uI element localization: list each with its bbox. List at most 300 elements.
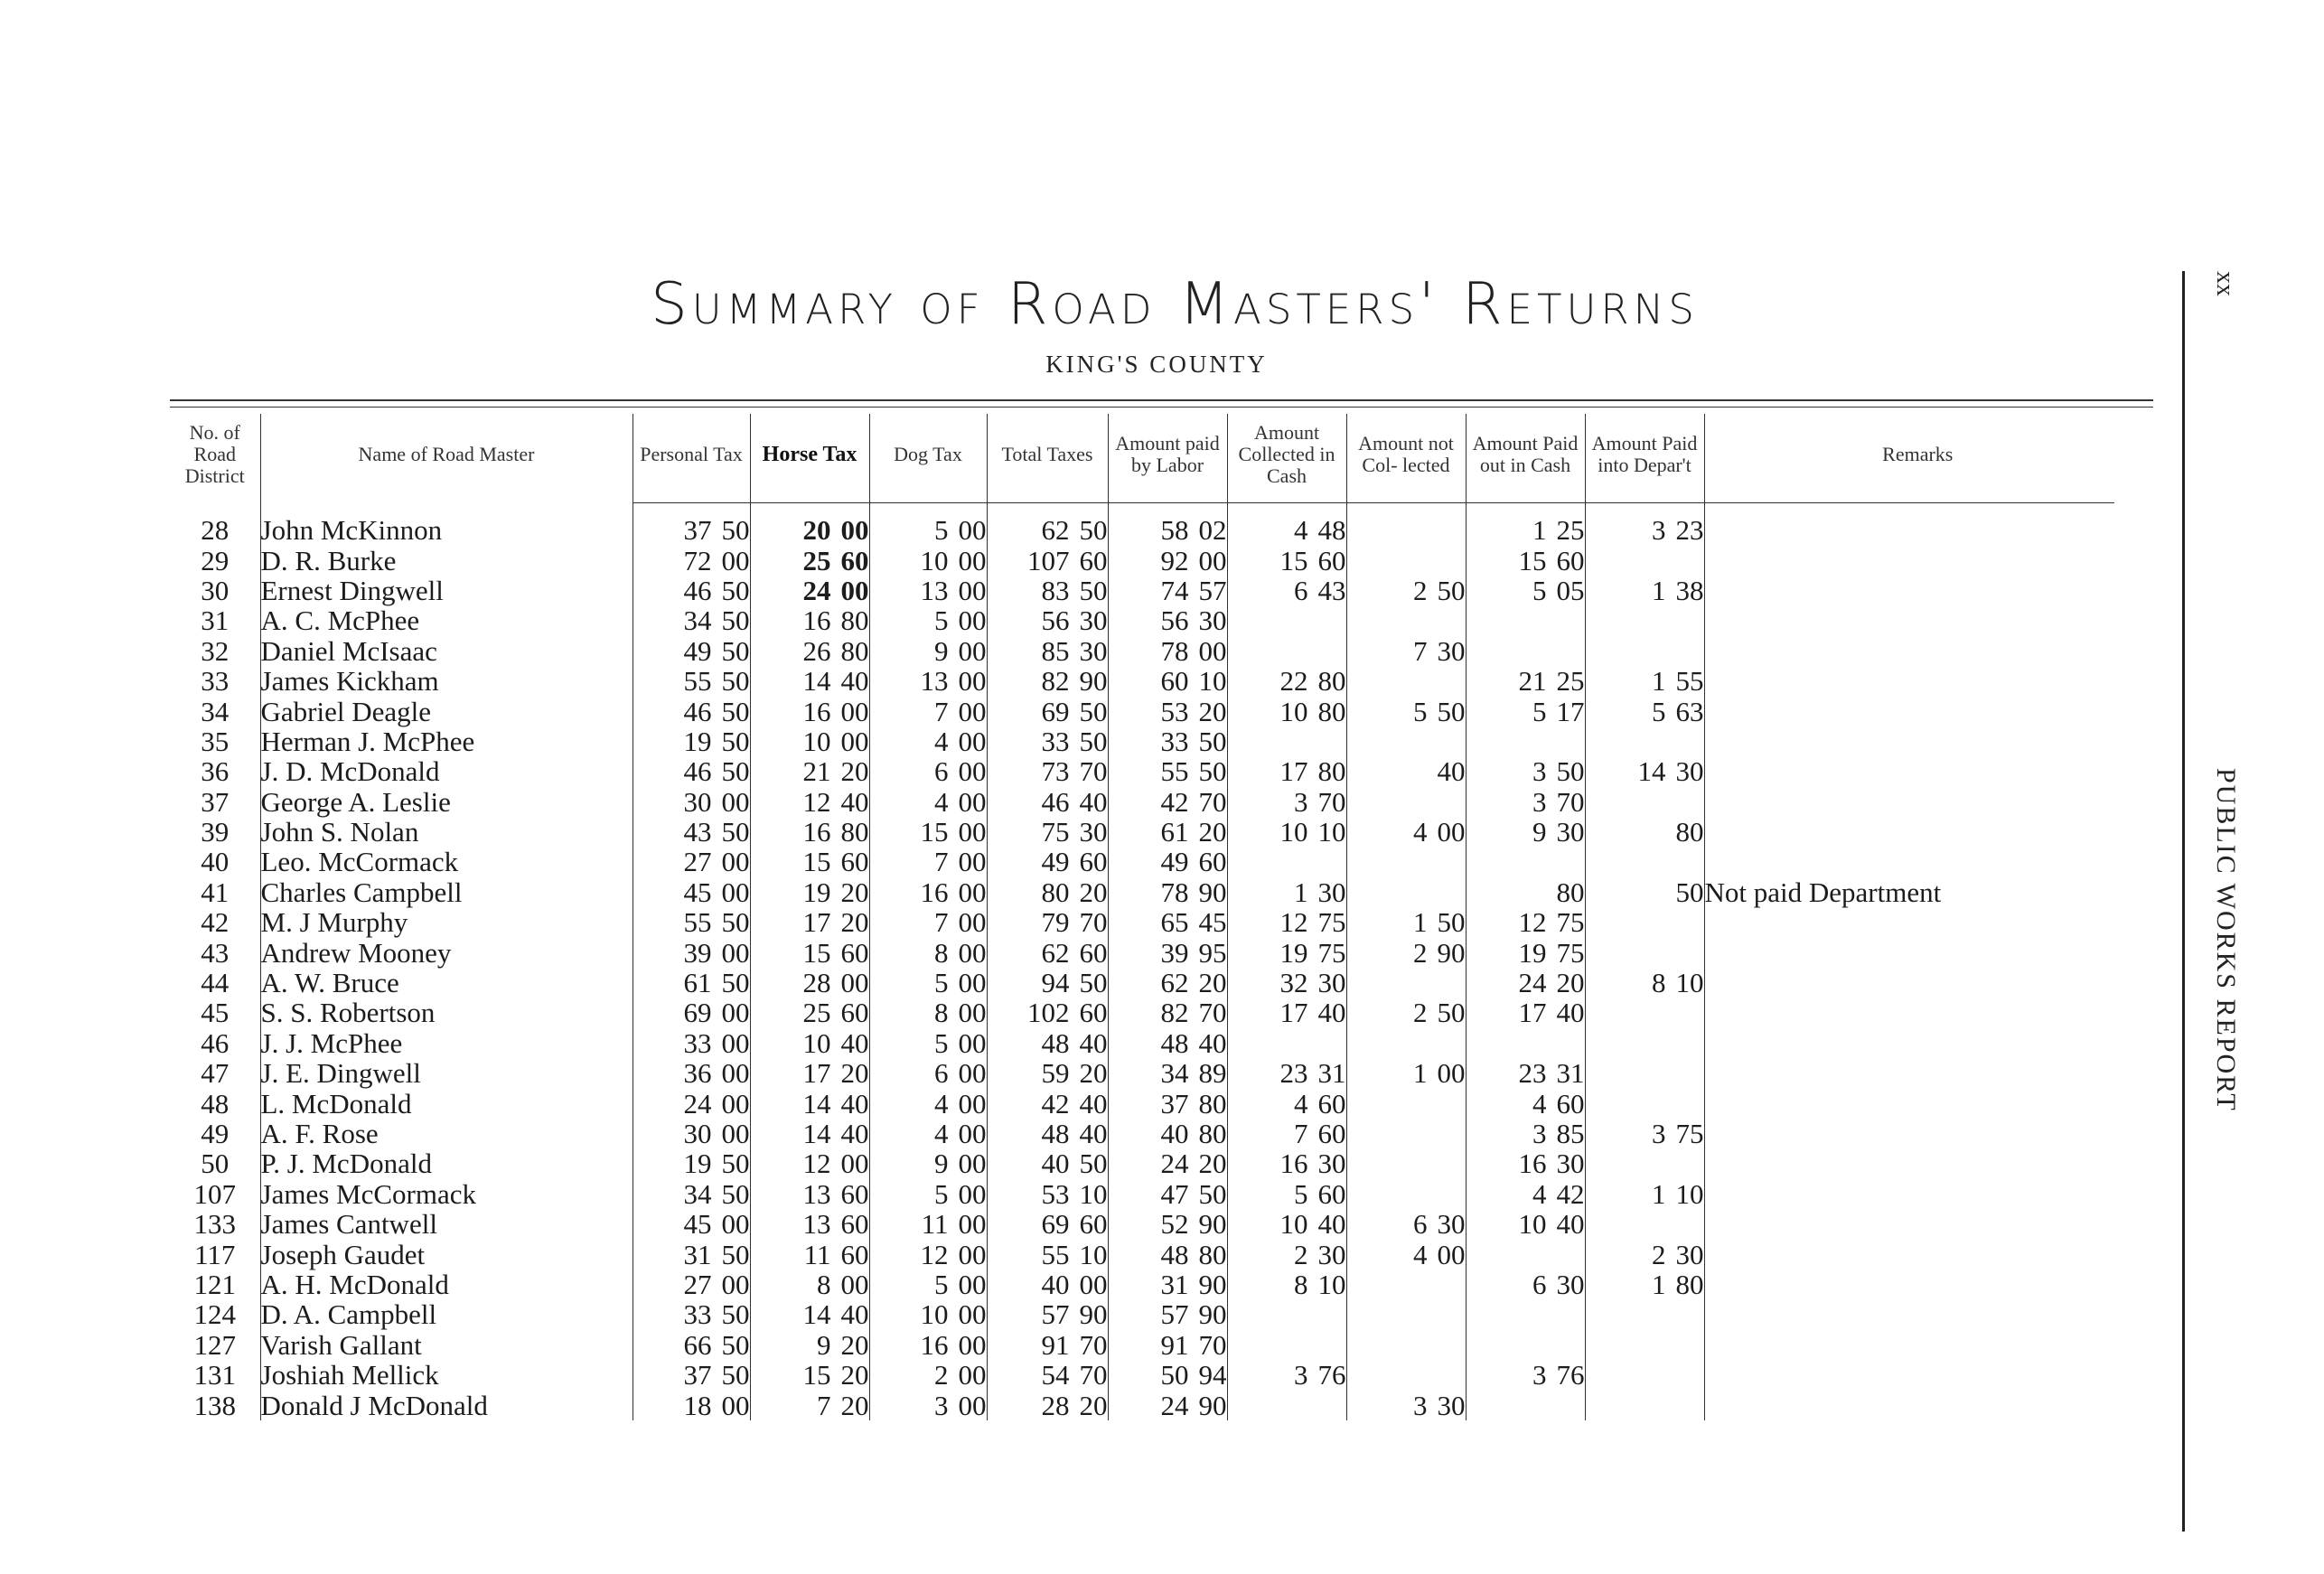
dollars: 4 (934, 1087, 949, 1120)
dollars: 55 (1041, 1238, 1070, 1270)
dollars: 55 (1160, 755, 1189, 788)
road-district-cell: 127 (193, 1328, 236, 1361)
paid-out-cell (1466, 1299, 1585, 1329)
horse-cell (750, 1058, 869, 1088)
road-district-cell: 44 (201, 967, 230, 999)
cents: 40 (1437, 755, 1466, 788)
dog-cell (869, 1148, 987, 1178)
cents: 40 (1079, 1118, 1108, 1149)
road-master-name-cell: A. C. McPhee (260, 605, 633, 635)
cash-cell (1227, 1299, 1346, 1329)
labor-cell (1108, 787, 1227, 817)
cash-cell (1227, 515, 1346, 545)
dollars: 60 (1160, 665, 1189, 698)
cents: 42 (1556, 1177, 1585, 1210)
labor-cell (1108, 1209, 1227, 1239)
dollars: 3 (1532, 785, 1547, 818)
cents: 00 (721, 876, 750, 908)
cents: 00 (958, 634, 987, 667)
not-collected-cell (1346, 907, 1466, 937)
dollars: 16 (1518, 1148, 1547, 1180)
total-cell (987, 1058, 1108, 1088)
dollars: 2 (1413, 997, 1428, 1029)
labor-cell (1108, 847, 1227, 876)
labor-cell (1108, 877, 1227, 907)
cents: 70 (1079, 755, 1108, 788)
cents: 80 (1556, 876, 1585, 908)
dollars: 15 (802, 936, 831, 969)
cents: 90 (1198, 1389, 1227, 1421)
remarks-cell (1704, 1119, 2131, 1148)
remarks-cell (1704, 1270, 2131, 1299)
cents: 00 (958, 1148, 987, 1180)
dollars: 4 (1532, 1177, 1547, 1210)
cents: 60 (1556, 1087, 1585, 1120)
labor-cell (1108, 605, 1227, 635)
cents: 89 (1198, 1057, 1227, 1090)
road-master-name-cell: J. E. Dingwell (260, 1058, 633, 1088)
road-district-cell: 43 (201, 936, 230, 969)
table-row (170, 787, 2131, 817)
page-frame-line (2182, 271, 2185, 1532)
paid-into-cell (1585, 1179, 1704, 1209)
cents: 00 (958, 816, 987, 848)
cents: 40 (840, 665, 869, 698)
not-collected-cell (1346, 696, 1466, 726)
paid-out-cell (1466, 817, 1585, 847)
cash-cell (1227, 1119, 1346, 1148)
table-row (170, 1270, 2131, 1299)
cents: 70 (1198, 785, 1227, 818)
labor-cell (1108, 1028, 1227, 1058)
dollars: 15 (802, 846, 831, 878)
remarks-cell (1704, 726, 2131, 756)
road-district-cell: 49 (201, 1118, 230, 1149)
road-district-cell: 37 (201, 785, 230, 818)
remarks-cell (1704, 1360, 2131, 1390)
table-row (170, 696, 2131, 726)
personal-cell (633, 696, 750, 726)
paid-into-cell (1585, 605, 1704, 635)
dollars: 16 (802, 816, 831, 848)
cents: 00 (958, 1238, 987, 1270)
total-cell (987, 1360, 1108, 1390)
remarks-cell (1704, 1330, 2131, 1360)
road-master-name-cell: M. J Murphy (260, 907, 633, 937)
dollars: 10 (1279, 816, 1308, 848)
cents: 94 (1198, 1359, 1227, 1391)
cents: 76 (1317, 1359, 1346, 1391)
paid-out-cell (1466, 515, 1585, 545)
cents: 00 (958, 574, 987, 606)
dollars: 53 (1160, 695, 1189, 727)
total-cell (987, 1119, 1108, 1148)
remarks-cell (1704, 1390, 2131, 1419)
paid-out-cell (1466, 968, 1585, 998)
road-district-cell: 34 (201, 695, 230, 727)
dollars: 49 (683, 634, 712, 667)
dollars: 5 (934, 1177, 949, 1210)
dollars: 12 (1279, 906, 1308, 939)
dollars: 48 (1041, 1118, 1070, 1149)
cents: 80 (1198, 1118, 1227, 1149)
cents: 48 (1317, 514, 1346, 547)
cents: 50 (721, 574, 750, 606)
paid-out-cell (1466, 636, 1585, 666)
cents: 70 (1079, 1328, 1108, 1361)
dollars: 7 (934, 906, 949, 939)
dollars: 27 (683, 1268, 712, 1300)
cents: 00 (958, 665, 987, 698)
road-master-name-cell: P. J. McDonald (260, 1148, 633, 1178)
cents: 00 (1437, 1238, 1466, 1270)
dollars: 5 (934, 1026, 949, 1059)
dollars: 23 (1279, 1057, 1308, 1090)
cents: 60 (1317, 1087, 1346, 1120)
cents: 60 (840, 846, 869, 878)
total-cell (987, 1330, 1108, 1360)
cents: 20 (840, 1389, 869, 1421)
not-collected-cell (1346, 937, 1466, 967)
cash-cell (1227, 1179, 1346, 1209)
dollars: 11 (921, 1208, 949, 1241)
col-header-paid-into: Amount Paid into Depar't (1585, 414, 1704, 495)
cash-cell (1227, 847, 1346, 876)
dollars: 6 (934, 755, 949, 788)
dollars: 4 (1413, 816, 1428, 848)
paid-out-cell (1466, 696, 1585, 726)
remarks-cell (1704, 1179, 2131, 1209)
dollars: 13 (802, 1208, 831, 1241)
road-district-cell: 35 (201, 725, 230, 757)
cents: 00 (1198, 544, 1227, 576)
cents: 02 (1198, 514, 1227, 547)
total-cell (987, 1209, 1108, 1239)
cents: 80 (1675, 816, 1704, 848)
table-row (170, 576, 2131, 605)
cents: 50 (1437, 695, 1466, 727)
cents: 60 (840, 997, 869, 1029)
cash-cell (1227, 937, 1346, 967)
dollars: 6 (1532, 1268, 1547, 1300)
cents: 10 (1079, 1238, 1108, 1270)
cents: 60 (1198, 846, 1227, 878)
cents: 00 (721, 1087, 750, 1120)
dollars: 1 (1413, 1057, 1428, 1090)
dollars: 20 (802, 514, 831, 547)
horse-cell (750, 998, 869, 1027)
road-master-name-cell: Andrew Mooney (260, 937, 633, 967)
road-master-name-cell: James McCormack (260, 1179, 633, 1209)
dollars: 18 (683, 1389, 712, 1421)
paid-out-cell (1466, 1330, 1585, 1360)
cents: 00 (958, 544, 987, 576)
cents: 50 (721, 1328, 750, 1361)
dollars: 2 (934, 1359, 949, 1391)
total-cell (987, 1028, 1108, 1058)
dollars: 48 (1160, 1026, 1189, 1059)
dog-cell (869, 847, 987, 876)
dollars: 45 (683, 1208, 712, 1241)
cents: 00 (840, 514, 869, 547)
road-district-cell: 29 (201, 544, 230, 576)
dollars: 62 (1041, 514, 1070, 547)
dollars: 9 (817, 1328, 831, 1361)
cents: 00 (958, 1208, 987, 1241)
paid-into-cell (1585, 1270, 1704, 1299)
cents: 50 (1437, 906, 1466, 939)
horse-cell (750, 726, 869, 756)
dollars: 16 (802, 695, 831, 727)
cents: 60 (840, 1208, 869, 1241)
road-master-name-cell: J. D. McDonald (260, 756, 633, 786)
not-collected-cell (1346, 1058, 1466, 1088)
table-row (170, 1299, 2131, 1329)
dollars: 56 (1160, 604, 1189, 637)
labor-cell (1108, 907, 1227, 937)
cents: 00 (958, 997, 987, 1029)
remarks-cell (1704, 1058, 2131, 1088)
remarks-cell (1704, 1148, 2131, 1178)
cents: 80 (840, 604, 869, 637)
paid-into-cell (1585, 545, 1704, 575)
dollars: 24 (1518, 967, 1547, 999)
dollars: 3 (1294, 1359, 1308, 1391)
dollars: 25 (802, 997, 831, 1029)
horse-cell (750, 1148, 869, 1178)
remarks-cell (1704, 515, 2131, 545)
road-district-cell: 124 (193, 1298, 236, 1331)
cents: 00 (958, 514, 987, 547)
personal-cell (633, 847, 750, 876)
personal-cell (633, 1119, 750, 1148)
dollars: 19 (1279, 936, 1308, 969)
dollars: 10 (920, 544, 949, 576)
horse-cell (750, 1360, 869, 1390)
remarks-cell (1704, 847, 2131, 876)
cents: 00 (958, 604, 987, 637)
dollars: 57 (1041, 1298, 1070, 1331)
dollars: 3 (1532, 755, 1547, 788)
col-header-personal-tax: Personal Tax (633, 414, 750, 495)
cents: 30 (1437, 1208, 1466, 1241)
dollars: 21 (1518, 665, 1547, 698)
cents: 00 (958, 936, 987, 969)
cents: 00 (1079, 1268, 1108, 1300)
road-master-name-cell: A. H. McDonald (260, 1270, 633, 1299)
dollars: 16 (1279, 1148, 1308, 1180)
labor-cell (1108, 1058, 1227, 1088)
cash-cell (1227, 1330, 1346, 1360)
dollars: 79 (1041, 906, 1070, 939)
cents: 30 (1437, 634, 1466, 667)
col-header-paid-out: Amount Paid out in Cash (1466, 414, 1585, 495)
dollars: 2 (1413, 574, 1428, 606)
cash-cell (1227, 1360, 1346, 1390)
cents: 30 (1079, 816, 1108, 848)
county-subtitle: KING'S COUNTY (1045, 351, 1268, 378)
personal-cell (633, 636, 750, 666)
header-rule-bottom (633, 502, 2114, 503)
dollars: 49 (1041, 846, 1070, 878)
paid-out-cell (1466, 1179, 1585, 1209)
cents: 60 (1317, 1118, 1346, 1149)
cents: 20 (1198, 1148, 1227, 1180)
labor-cell (1108, 998, 1227, 1027)
dollars: 13 (920, 665, 949, 698)
labor-cell (1108, 1119, 1227, 1148)
cents: 80 (1198, 1087, 1227, 1120)
personal-cell (633, 817, 750, 847)
dollars: 21 (802, 755, 831, 788)
dollars: 43 (683, 816, 712, 848)
cents: 75 (1317, 936, 1346, 969)
labor-cell (1108, 636, 1227, 666)
labor-cell (1108, 696, 1227, 726)
cents: 00 (840, 1268, 869, 1300)
not-collected-cell (1346, 1148, 1466, 1178)
cash-cell (1227, 726, 1346, 756)
dollars: 10 (802, 725, 831, 757)
dog-cell (869, 1390, 987, 1419)
remarks-cell (1704, 1209, 2131, 1239)
cents: 00 (958, 755, 987, 788)
horse-cell (750, 968, 869, 998)
dollars: 3 (1652, 514, 1666, 547)
remarks-cell (1704, 817, 2131, 847)
road-master-name-cell: Daniel McIsaac (260, 636, 633, 666)
cash-cell (1227, 1209, 1346, 1239)
cents: 70 (1556, 785, 1585, 818)
horse-cell (750, 515, 869, 545)
dollars: 2 (1413, 936, 1428, 969)
cents: 00 (721, 1389, 750, 1421)
cents: 45 (1198, 906, 1227, 939)
table-row (170, 937, 2131, 967)
dollars: 83 (1041, 574, 1070, 606)
road-district-cell: 45 (201, 997, 230, 1029)
cents: 50 (1079, 967, 1108, 999)
not-collected-cell (1346, 726, 1466, 756)
cents: 25 (1556, 514, 1585, 547)
not-collected-cell (1346, 1119, 1466, 1148)
horse-cell (750, 907, 869, 937)
cash-cell (1227, 756, 1346, 786)
remarks-cell (1704, 666, 2131, 696)
road-district-cell: 40 (201, 846, 230, 878)
cents: 00 (958, 967, 987, 999)
dollars: 3 (1294, 785, 1308, 818)
road-master-name-cell: James Cantwell (260, 1209, 633, 1239)
labor-cell (1108, 576, 1227, 605)
not-collected-cell (1346, 515, 1466, 545)
cents: 40 (840, 1026, 869, 1059)
cents: 30 (1198, 604, 1227, 637)
cents: 90 (1198, 1268, 1227, 1300)
dollars: 73 (1041, 755, 1070, 788)
table-row (170, 515, 2131, 545)
dollars: 37 (683, 1359, 712, 1391)
road-master-name-cell: Donald J McDonald (260, 1390, 633, 1419)
cents: 20 (1198, 695, 1227, 727)
road-district-cell: 138 (193, 1389, 236, 1421)
table-row (170, 636, 2131, 666)
cents: 40 (840, 1118, 869, 1149)
cents: 50 (721, 634, 750, 667)
horse-cell (750, 636, 869, 666)
dollars: 33 (683, 1026, 712, 1059)
personal-cell (633, 907, 750, 937)
total-cell (987, 817, 1108, 847)
dollars: 10 (802, 1026, 831, 1059)
dollars: 5 (934, 967, 949, 999)
cents: 00 (958, 725, 987, 757)
dollars: 8 (817, 1268, 831, 1300)
cents: 00 (840, 1148, 869, 1180)
total-cell (987, 756, 1108, 786)
cents: 20 (840, 1057, 869, 1090)
dollars: 34 (683, 1177, 712, 1210)
labor-cell (1108, 1148, 1227, 1178)
cents: 30 (1675, 1238, 1704, 1270)
dollars: 39 (1160, 936, 1189, 969)
total-cell (987, 605, 1108, 635)
header-rule-top (170, 399, 2153, 401)
cents: 75 (1556, 906, 1585, 939)
dollars: 17 (802, 906, 831, 939)
cents: 50 (721, 816, 750, 848)
dollars: 1 (1652, 665, 1666, 698)
dollars: 36 (683, 1057, 712, 1090)
dollars: 3 (1532, 1118, 1547, 1149)
table-row (170, 1088, 2131, 1118)
paid-into-cell (1585, 1028, 1704, 1058)
col-header-cash: Amount Collected in Cash (1227, 414, 1346, 495)
dog-cell (869, 696, 987, 726)
personal-cell (633, 1028, 750, 1058)
road-master-name-cell: A. W. Bruce (260, 968, 633, 998)
cash-cell (1227, 998, 1346, 1027)
dollars: 54 (1041, 1359, 1070, 1391)
dollars: 4 (1294, 514, 1308, 547)
paid-into-cell (1585, 1390, 1704, 1419)
dollars: 4 (1413, 1238, 1428, 1270)
cents: 60 (1079, 1208, 1108, 1241)
dollars: 53 (1041, 1177, 1070, 1210)
cents: 30 (1317, 1148, 1346, 1180)
horse-cell (750, 1028, 869, 1058)
personal-cell (633, 545, 750, 575)
total-cell (987, 696, 1108, 726)
personal-cell (633, 1270, 750, 1299)
remarks-cell (1704, 1028, 2131, 1058)
horse-cell (750, 1299, 869, 1329)
dollars: 15 (920, 816, 949, 848)
paid-out-cell (1466, 756, 1585, 786)
labor-cell (1108, 1179, 1227, 1209)
cents: 90 (1198, 876, 1227, 908)
dollars: 5 (1652, 695, 1666, 727)
paid-into-cell (1585, 937, 1704, 967)
cash-cell (1227, 576, 1346, 605)
cents: 63 (1675, 695, 1704, 727)
header-spacer (170, 495, 2131, 515)
dollars: 48 (1041, 1026, 1070, 1059)
dollars: 91 (1041, 1328, 1070, 1361)
personal-cell (633, 1209, 750, 1239)
cash-cell (1227, 877, 1346, 907)
table-row (170, 907, 2131, 937)
